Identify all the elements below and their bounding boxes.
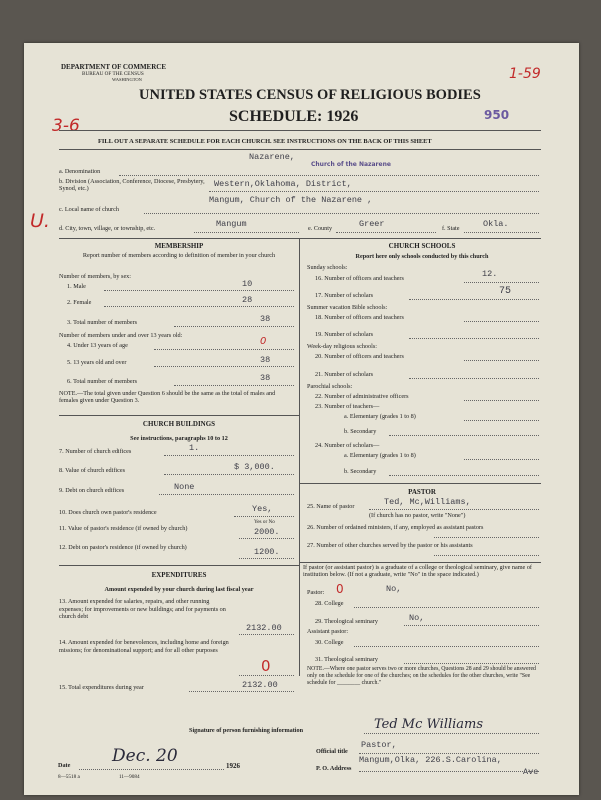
expenditures-intro: Amount expended by your church during last fiscal year <box>104 586 254 593</box>
row8-label: 8. Value of church edifices <box>59 467 126 474</box>
row-total3-label: 3. Total number of members <box>67 319 138 326</box>
q24-label: 24. Number of scholars— <box>315 442 380 449</box>
membership-note: NOTE.—The total given under Question 6 should be the same as the total of males and females given under Question 3. <box>59 390 276 404</box>
q22-label: 22. Number of administrative officers <box>315 393 409 400</box>
q18-label: 18. Number of officers and teachers <box>315 314 404 321</box>
schedule-title: SCHEDULE: 1926 <box>229 108 359 125</box>
local-name-value: Mangum, Church of the Nazarene , <box>209 195 373 205</box>
po-address-value-2: Ave <box>523 767 539 777</box>
row15-value: 2132.00 <box>242 680 278 690</box>
row12-label: 12. Debt on pastor's residence (if owned by church) <box>59 544 187 551</box>
denomination-value: Nazarene, <box>249 152 295 162</box>
q17-label: 17. Number of scholars <box>315 292 374 299</box>
pastor-subheading: Pastor: <box>307 589 325 596</box>
row-total6-value: 38 <box>260 373 271 383</box>
q25-label: 25. Name of pastor <box>307 503 355 510</box>
row11-value: 2000. <box>254 527 280 537</box>
row-under13-label: 4. Under 13 years of age <box>67 342 128 349</box>
date-value: Dec. 20 <box>112 746 178 766</box>
q23a-label: a. Elementary (grades 1 to 8) <box>344 413 416 420</box>
city-value: Mangum <box>216 219 247 229</box>
schools-intro: Report here only schools conducted by this church <box>355 253 489 260</box>
row13-value: 2132.00 <box>246 623 282 633</box>
row14-label: 14. Amount expended for benevolences, including home and foreign missions; for denominational support; and for all other purposes <box>59 639 229 654</box>
q16-value: 12. <box>482 269 498 279</box>
row-male-value: 10 <box>242 279 253 289</box>
row10-label: 10. Does church own pastor's residence <box>59 509 157 516</box>
division-label: b. Division (Association, Conference, Diocese, Presbytery, Synod, etc.) <box>59 178 205 192</box>
q24b-label: b. Secondary <box>344 468 377 475</box>
q17-value: 75 <box>499 286 512 297</box>
pastor-title: PASTOR <box>408 488 436 496</box>
q23b-label: b. Secondary <box>344 428 377 435</box>
q29-label: 29. Theological seminary <box>315 618 378 625</box>
column-divider <box>299 238 300 676</box>
buildings-intro: See instructions, paragraphs 10 to 12 <box>130 435 228 442</box>
denomination-label: a. Denomination <box>59 168 101 175</box>
row15-label: 15. Total expenditures during year <box>59 684 144 691</box>
buildings-title: CHURCH BUILDINGS <box>142 420 216 428</box>
row13-label: 13. Amount expended for salaries, repairs, and other running expenses; for improvements or new buildings; and for payments on church debt <box>59 598 226 620</box>
graduate-note: If pastor (or assistant pastor) is a graduate of a college or theological seminary, give name of institution below. (If not a graduate, write "No" in the space indicated.) <box>303 564 532 579</box>
q31-label: 31. Theological seminary <box>315 656 378 663</box>
q30-label: 30. College <box>315 639 344 646</box>
q28-label: 28. College <box>315 600 344 607</box>
state-value: Okla. <box>483 219 509 229</box>
row-total6-label: 6. Total number of members <box>67 378 138 385</box>
pastor-red-mark: 0 <box>336 582 344 596</box>
schools-title: CHURCH SCHOOLS <box>388 242 456 250</box>
q28-value: No, <box>386 584 402 594</box>
assistant-subheading: Assistant pastor: <box>307 628 349 635</box>
red-mark-u: U. <box>30 210 50 232</box>
q26-label: 26. Number of ordained ministers, if any, employed as assistant pastors <box>307 524 484 531</box>
signature-value: Ted Mc Williams <box>374 717 484 732</box>
row-male-label: 1. Male <box>67 283 86 290</box>
q29-value: No, <box>409 613 425 623</box>
expenditures-title: EXPENDITURES <box>151 571 207 579</box>
instruction-line: FILL OUT A SEPARATE SCHEDULE FOR EACH CHURCH. SEE INSTRUCTIONS ON THE BACK OF THIS SHEET <box>98 138 432 145</box>
q25-value: Ted, Mc,Williams, <box>384 497 471 507</box>
weekday-heading: Week-day religious schools: <box>307 343 377 350</box>
row-total3-value: 38 <box>260 314 271 324</box>
signature-label: Signature of person furnishing information <box>189 727 304 734</box>
sunday-heading: Sunday schools: <box>307 264 348 271</box>
form-code: 8—5518 a <box>58 774 80 780</box>
stamp-number: 950 <box>484 108 510 122</box>
q20-label: 20. Number of officers and teachers <box>315 353 404 360</box>
yes-no-hint: Yes or No <box>254 519 275 525</box>
bureau-city: WASHINGTON <box>112 77 142 82</box>
row11-label: 11. Value of pastor's residence (if owned by church) <box>59 525 188 532</box>
row9-value: None <box>174 482 195 492</box>
official-title-value: Pastor, <box>361 740 397 750</box>
census-schedule-sheet <box>24 43 579 795</box>
po-address-value: Mangum,Olka, 226.S.Carolina, <box>359 755 502 765</box>
po-address-label: P. O. Address <box>316 765 352 772</box>
division-value: Western,Oklahoma, District, <box>214 179 352 189</box>
red-mark-a: 3-6 <box>52 116 80 136</box>
row8-value: $ 3,000. <box>234 462 275 472</box>
row10-value: Yes, <box>252 504 273 514</box>
bureau-name: BUREAU OF THE CENSUS <box>82 71 144 77</box>
q19-label: 19. Number of scholars <box>315 331 374 338</box>
row-female-label: 2. Female <box>67 299 92 306</box>
form-title: UNITED STATES CENSUS OF RELIGIOUS BODIES <box>139 87 481 103</box>
date-year: 1926 <box>226 762 240 770</box>
row12-value: 1200. <box>254 547 280 557</box>
state-label: f. State <box>442 225 460 232</box>
form-code-2: 11—9084 <box>119 774 140 780</box>
membership-by-sex: Number of members, by sex: <box>59 273 131 280</box>
county-label: e. County <box>308 225 333 232</box>
row-13over-value: 38 <box>260 355 271 365</box>
summer-heading: Summer vacation Bible schools: <box>307 304 388 311</box>
q25-note: (If church has no pastor, write "None") <box>369 512 466 519</box>
pastor-note: NOTE.—Where one pastor serves two or more churches, Questions 28 and 29 should be answered only on the schedule for one of the churches; on the schedules for the other churches, write "See schedule for ________ church." <box>307 666 536 686</box>
membership-intro: Report number of members according to definition of member in your church <box>82 252 276 259</box>
date-label: Date <box>58 762 71 769</box>
local-name-label: c. Local name of church <box>59 206 119 213</box>
dept-name: DEPARTMENT OF COMMERCE <box>61 63 167 71</box>
row7-value: 1. <box>189 443 200 453</box>
q23-label: 23. Number of teachers— <box>315 403 380 410</box>
age-heading: Number of members under and over 13 years old: <box>59 332 183 339</box>
membership-title: MEMBERSHIP <box>154 242 204 250</box>
row14-value: 0 <box>261 657 271 675</box>
q16-label: 16. Number of officers and teachers <box>315 275 404 282</box>
row-13over-label: 5. 13 years old and over <box>67 359 127 366</box>
county-value: Greer <box>359 219 385 229</box>
row9-label: 9. Debt on church edifices <box>59 487 125 494</box>
parochial-heading: Parochial schools: <box>307 383 353 390</box>
row-under13-value: 0 <box>260 336 267 347</box>
row7-label: 7. Number of church edifices <box>59 448 132 455</box>
q27-label: 27. Number of other churches served by the pastor or his assistants <box>307 542 473 549</box>
q24a-label: a. Elementary (grades 1 to 8) <box>344 452 416 459</box>
corner-code: 1-59 <box>509 66 541 82</box>
city-label: d. City, town, village, or township, etc. <box>59 225 156 232</box>
header-rule-2 <box>59 149 541 150</box>
header-rule <box>59 130 541 131</box>
q21-label: 21. Number of scholars <box>315 371 374 378</box>
row-female-value: 28 <box>242 295 253 305</box>
official-title-label: Official title <box>316 748 348 755</box>
denomination-stamp: Church of the Nazarene <box>311 161 391 168</box>
